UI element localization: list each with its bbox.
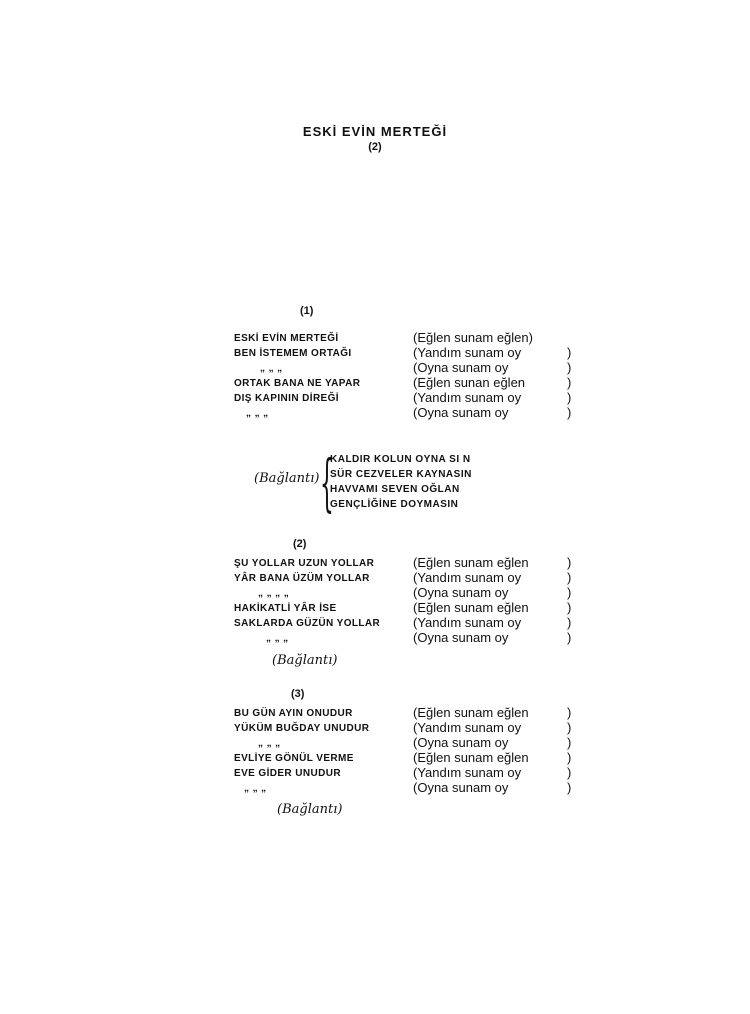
chorus-line: KALDIR KOLUN OYNA SI N	[330, 454, 471, 465]
refrain-line: (Eğlen sunam eğlen)	[413, 330, 533, 345]
refrain-close: )	[567, 390, 572, 405]
ditto-marks: „ „ „	[244, 783, 267, 794]
refrain-close: )	[567, 615, 572, 630]
lyric-line: HAKİKATLİ YÂR İSE	[234, 603, 337, 614]
refrain-line: (Yandım sunam oy	[413, 345, 522, 360]
refrain-close: )	[567, 345, 572, 360]
refrain-close: )	[567, 405, 572, 420]
refrain-line: (Eğlen sunan eğlen	[413, 375, 526, 390]
chorus-label: (Bağlantı)	[254, 471, 320, 486]
ditto-marks: „ „ „	[246, 408, 269, 419]
refrain-line: (Oyna sunam oy	[413, 780, 509, 795]
lyric-line: SAKLARDA GÜZÜN YOLLAR	[234, 618, 381, 629]
ditto-marks: „ „ „	[258, 738, 281, 749]
lyric-line: ŞU YOLLAR UZUN YOLLAR	[234, 558, 375, 569]
chorus-reference: (Bağlantı)	[277, 802, 343, 817]
refrain-line: (Eğlen sunam eğlen	[413, 750, 529, 765]
ditto-marks: „ „ „ „	[258, 588, 290, 599]
refrain-close: )	[567, 585, 572, 600]
refrain-line: (Eğlen sunam eğlen	[413, 555, 529, 570]
refrain-close: )	[567, 705, 572, 720]
chorus-line: SÜR CEZVELER KAYNASIN	[330, 469, 472, 480]
stanza-number: (1)	[300, 305, 314, 317]
brace-glyph: {	[320, 446, 334, 519]
stanza-number: (3)	[291, 688, 305, 700]
refrain-line: (Yandım sunam oy	[413, 720, 522, 735]
refrain-close: )	[567, 555, 572, 570]
refrain-close: )	[567, 630, 572, 645]
refrain-line: (Yandım sunam oy	[413, 615, 522, 630]
refrain-line: (Yandım sunam oy	[413, 765, 522, 780]
song-subtitle: (2)	[368, 141, 382, 153]
refrain-close: )	[567, 750, 572, 765]
refrain-line: (Eğlen sunam eğlen	[413, 705, 529, 720]
refrain-line: (Oyna sunam oy	[413, 735, 509, 750]
refrain-close: )	[567, 780, 572, 795]
lyric-line: YÜKÜM BUĞDAY UNUDUR	[234, 723, 370, 734]
lyric-line: EVE GİDER UNUDUR	[234, 768, 341, 779]
refrain-close: )	[567, 765, 572, 780]
stanza-number: (2)	[293, 538, 307, 550]
lyric-line: YÂR BANA ÜZÜM YOLLAR	[234, 573, 370, 584]
refrain-line: (Yandım sunam oy	[413, 390, 522, 405]
refrain-line: (Oyna sunam oy	[413, 585, 509, 600]
refrain-line: (Eğlen sunam eğlen	[413, 600, 529, 615]
song-title: ESKİ EVİN MERTEĞİ	[302, 124, 448, 139]
refrain-line: (Oyna sunam oy	[413, 630, 509, 645]
refrain-close: )	[567, 375, 572, 390]
refrain-close: )	[567, 360, 572, 375]
refrain-close: )	[567, 720, 572, 735]
lyric-line: BEN İSTEMEM ORTAĞI	[234, 348, 352, 359]
refrain-close: )	[567, 735, 572, 750]
refrain-line: (Oyna sunam oy	[413, 405, 509, 420]
chorus-line: HAVVAMI SEVEN OĞLAN	[330, 484, 460, 495]
refrain-line: (Yandım sunam oy	[413, 570, 522, 585]
lyric-line: BU GÜN AYIN ONUDUR	[234, 708, 353, 719]
refrain-close: )	[567, 570, 572, 585]
lyric-line: EVLİYE GÖNÜL VERME	[234, 753, 354, 764]
ditto-marks: „ „ „	[266, 633, 289, 644]
chorus-reference: (Bağlantı)	[272, 653, 338, 668]
refrain-line: (Oyna sunam oy	[413, 360, 509, 375]
refrain-close: )	[567, 600, 572, 615]
chorus-line: GENÇLİĞİNE DOYMASIN	[330, 499, 459, 510]
lyric-line: DIŞ KAPININ DİREĞİ	[234, 393, 339, 404]
lyric-line: ORTAK BANA NE YAPAR	[234, 378, 361, 389]
lyric-line: ESKİ EVİN MERTEĞİ	[234, 333, 339, 344]
ditto-marks: „ „ „	[260, 363, 283, 374]
